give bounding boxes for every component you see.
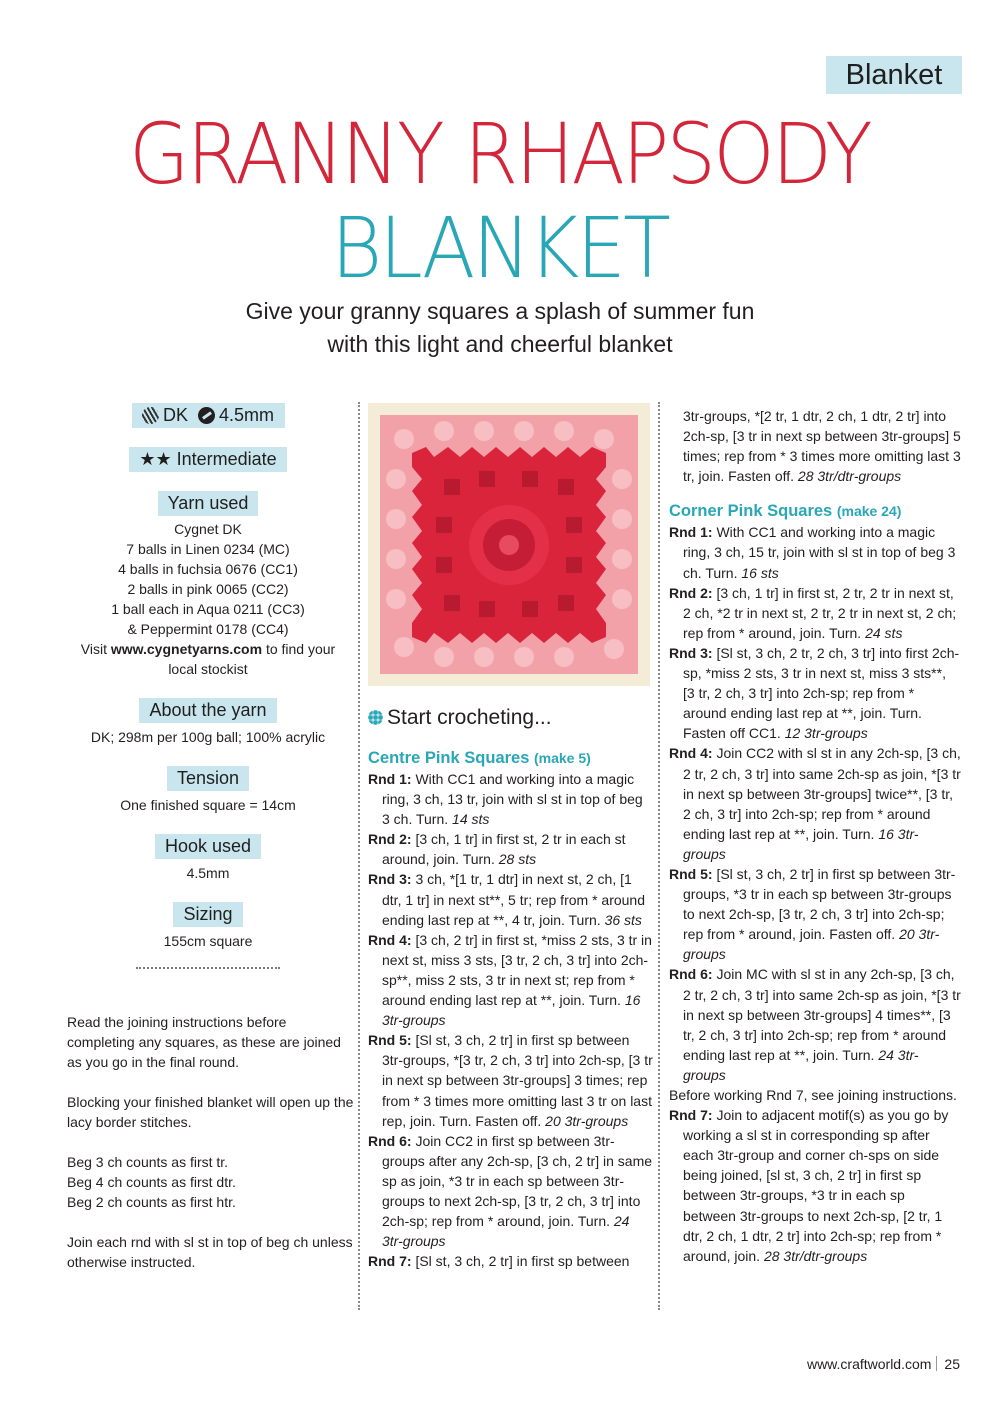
sizing-text: 155cm square xyxy=(163,933,253,949)
centre-rnd-5: Rnd 5: [Sl st, 3 ch, 2 tr] in first sp between 3tr-groups, *[3 tr, 2 ch, 3 tr] into 2ch-sp, [3 tr in next sp between 3tr-groups] 3 times; rep from * 3 times more omitting last 3 tr on last rep, join. Turn. Fasten off. 20 3tr-groups xyxy=(368,1032,653,1129)
divider xyxy=(136,967,280,969)
standfirst: Give your granny squares a splash of summer fun with this light and cheerful blanket xyxy=(245,298,755,357)
footer-separator xyxy=(936,1356,937,1371)
centre-squares-pattern xyxy=(368,747,654,1271)
centre-rnd-6: Rnd 6: Join CC2 in first sp between 3tr-groups after any 2ch-sp, [3 ch, 2 tr] in same sp as join, *3 tr in each sp between 3tr-groups to next 2ch-sp, [3 tr, 2 ch, 3 tr] into 2ch-sp; rep from * around, join. Turn. 24 3tr-groups xyxy=(368,1132,653,1250)
centre-rnd-2: Rnd 2: [3 ch, 1 tr] in first st, 2 tr in each st around, join. Turn. 28 sts xyxy=(368,831,626,868)
start-crocheting-heading: Start crocheting... xyxy=(368,704,552,732)
corner-squares-pattern xyxy=(669,406,961,1266)
yarn-ball-icon xyxy=(142,407,159,424)
corner-rnd-7: Rnd 7: Join to adjacent motif(s) as you go by working a sl st in corresponding sp after each 3tr-group and corner ch-sps on side being joined, [sl st, 3 ch, 2 tr] in first sp between 3tr-groups, *3 tr in each sp between 3tr-groups to next 2ch-sp, [2 tr, 1 dtr, 2 ch, 1 dtr, 2 tr] into 2ch-sp; rep from * around, join. 28 3tr/dtr-groups xyxy=(669,1107,949,1264)
about-yarn-text: DK; 298m per 100g ball; 100% acrylic xyxy=(90,729,326,745)
centre-rnd-3: Rnd 3: 3 ch, *[1 tr, 1 dtr] in next st, 2 ch, [1 dtr, 1 tr] in next st**, 5 tr; rep from * around ending last rep at **, 4 tr, join. Turn. 36 sts xyxy=(368,871,646,928)
hook-icon xyxy=(198,407,215,424)
centre-rnd-7: Rnd 7: [Sl st, 3 ch, 2 tr] in first sp between xyxy=(368,1253,630,1270)
specs-column xyxy=(60,400,356,969)
corner-rnd-2: Rnd 2: [3 ch, 1 tr] in first st, 2 tr, 2 tr in next st, 2 ch, *2 tr in next st, 2 tr, 2 tr in next st, 2 ch; rep from * around, join. Turn. 24 sts xyxy=(669,584,957,641)
yarn-list: Cygnet DK 7 balls in Linen 0234 (MC) 4 balls in fuchsia 0676 (CC1) 2 balls in pink 0065 (CC2) 1 ball each in Aqua 0211 (CC3) & Peppermint 0178 (CC4) Visit www.cygnetyarns.com to find your local stockist xyxy=(60,519,356,679)
corner-squares-heading: Corner Pink Squares (make 24) xyxy=(669,502,902,521)
pattern-notes: Read the joining instructions before completing any squares, as these are joined as you go in the final round. Blocking your finished blanket will open up the lacy border stitches. Beg 3 ch counts as first tr. Beg 4 ch counts as first dtr. Beg 2 ch counts as first htr. Join each rnd with sl st in top of beg ch unless otherwise instructed. xyxy=(67,1014,354,1270)
granny-square-illustration xyxy=(374,409,644,680)
joining-note: Before working Rnd 7, see joining instructions. xyxy=(669,1087,957,1103)
hook-used-text: 4.5mm xyxy=(186,865,230,881)
granny-square-photo xyxy=(368,403,650,686)
page-title-line2: BLANKET xyxy=(330,199,669,297)
corner-rnd-4: Rnd 4: Join CC2 with sl st in any 2ch-sp, [3 ch, 2 tr, 2 ch, 3 tr] into same 2ch-sp as join, *[3 tr in next sp between 3tr-groups] twice**, [3 tr, 2 ch, 3 tr] into 2ch-sp; rep from * around ending last rep at **, join. Turn. 16 3tr-groups xyxy=(669,745,961,862)
hook-used-heading: Hook used xyxy=(155,834,261,859)
category-badge: Blanket xyxy=(826,56,962,94)
corner-rnd-3: Rnd 3: [Sl st, 3 ch, 2 tr, 2 ch, 3 tr] into first 2ch-sp, *miss 2 sts, 3 tr in next st, miss 3 sts**, [3 tr, 2 ch, 3 tr] into 2ch-sp; rep from * around ending last rep at **, join. Turn. Fasten off CC1. 12 3tr-groups xyxy=(669,644,960,742)
weight-hook-badge: DK 4.5mm xyxy=(132,403,285,428)
page-footer xyxy=(700,1356,960,1372)
yarn-used-heading: Yarn used xyxy=(158,491,259,516)
stockist-url: www.cygnetyarns.com xyxy=(110,641,263,657)
yarn-dots-icon xyxy=(368,710,383,725)
page-number: 25 xyxy=(944,1356,960,1372)
about-yarn-heading: About the yarn xyxy=(139,698,276,723)
footer-url: www.craftworld.com xyxy=(806,1356,932,1372)
centre-rnd-7-continued: 3tr-groups, *[2 tr, 1 dtr, 2 ch, 1 dtr, 2 tr] into 2ch-sp, [3 tr in next sp between 3tr-groups] 5 times; rep from * 3 times more omitting last 3 tr, join. Fasten off. 28 3tr/dtr-groups xyxy=(683,408,961,485)
page-title-line1: GRANNY RHAPSODY xyxy=(129,105,870,203)
sizing-heading: Sizing xyxy=(173,902,242,927)
tension-text: One finished square = 14cm xyxy=(120,797,296,813)
star-icon: ★★ xyxy=(139,449,172,469)
column-rule-2 xyxy=(658,402,660,1310)
corner-rnd-6: Rnd 6: Join MC with sl st in any 2ch-sp, [3 ch, 2 tr, 2 ch, 3 tr] into same 2ch-sp as join, *[3 tr in next sp between 3tr-groups] 4 times**, [3 tr, 2 ch, 3 tr] into 2ch-sp; rep from * around ending last rep at **, join. Turn. 24 3tr-groups xyxy=(669,966,961,1083)
centre-squares-heading: Centre Pink Squares (make 5) xyxy=(368,749,591,767)
centre-rnd-1: Rnd 1: With CC1 and working into a magic ring, 3 ch, 13 tr, join with sl st in top of beg 3 ch. Turn. 14 sts xyxy=(368,771,643,828)
tension-heading: Tension xyxy=(167,766,249,791)
corner-rnd-5: Rnd 5: [Sl st, 3 ch, 2 tr] in first sp between 3tr-groups, *3 tr in each sp between 3tr-groups to next 2ch-sp, [3 tr, 2 ch, 3 tr] into 2ch-sp; rep from * around, join. Fasten off. 20 3tr-groups xyxy=(669,865,956,963)
difficulty-badge: ★★ Intermediate xyxy=(129,447,286,472)
column-rule-1 xyxy=(358,402,360,1310)
corner-rnd-1: Rnd 1: With CC1 and working into a magic ring, 3 ch, 15 tr, join with sl st in top of beg 3 ch. Turn. 16 sts xyxy=(669,524,956,581)
centre-rnd-4: Rnd 4: [3 ch, 2 tr] in first st, *miss 2 sts, 3 tr in next st, miss 3 sts, [3 tr, 2 ch, 3 tr] into 2ch-sp**, miss 2 sts, 3 tr in next st; rep from * around ending last rep at **, join. Turn. 16 3tr-groups xyxy=(368,931,652,1029)
stockist-line: Visit www.cygnetyarns.com to find your xyxy=(80,641,336,657)
